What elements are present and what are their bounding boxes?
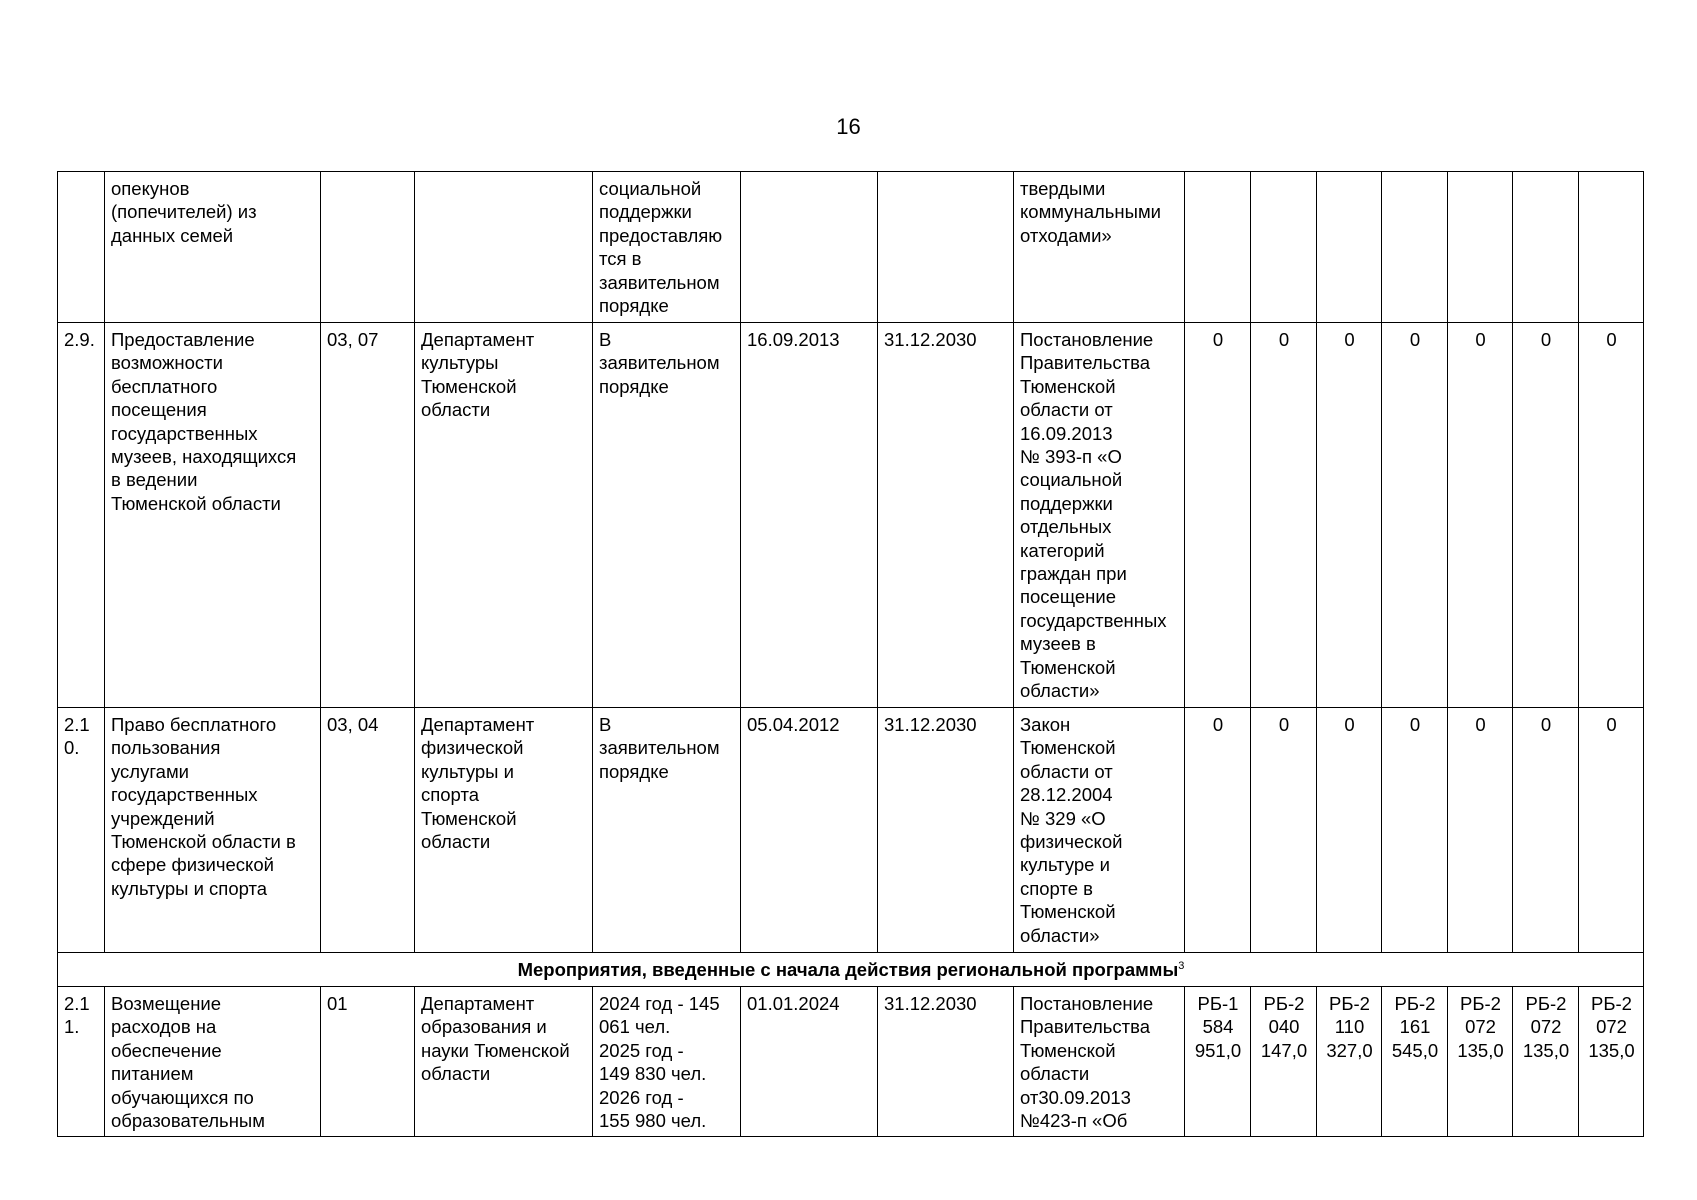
legal-basis: Постановление Правительства Тюменской области от30.09.2013 №423-п «Об <box>1014 987 1185 1137</box>
value-cell <box>1448 172 1513 323</box>
value-cell: 0 <box>1317 708 1382 953</box>
category-code: 03, 07 <box>321 323 415 708</box>
value-cell: 0 <box>1513 323 1579 708</box>
category-code <box>321 172 415 323</box>
value-cell: 0 <box>1513 708 1579 953</box>
section-header-text: Мероприятия, введенные с начала действия региональной программы <box>517 959 1179 980</box>
table-row <box>58 172 1644 323</box>
value-cell: 0 <box>1579 708 1644 953</box>
provision-condition: социальной поддержки предоставляю тся в заявительном порядке <box>593 172 741 323</box>
value-cell <box>1513 172 1579 323</box>
row-number <box>58 172 105 323</box>
row-number: 2.1 0. <box>58 708 105 953</box>
start-date: 05.04.2012 <box>741 708 878 953</box>
legal-basis: твердыми коммунальными отходами» <box>1014 172 1185 323</box>
value-cell: 0 <box>1382 323 1448 708</box>
section-header-row <box>58 953 1644 987</box>
measure-name: Право бесплатного пользования услугами государственных учреждений Тюменской области в сфере физической культуры и спорта <box>105 708 321 953</box>
row-number: 2.9. <box>58 323 105 708</box>
end-date: 31.12.2030 <box>878 323 1014 708</box>
end-date: 31.12.2030 <box>878 987 1014 1137</box>
table-row <box>58 323 1644 708</box>
value-cell: 0 <box>1448 323 1513 708</box>
start-date: 01.01.2024 <box>741 987 878 1137</box>
start-date: 16.09.2013 <box>741 323 878 708</box>
provision-condition: В заявительном порядке <box>593 323 741 708</box>
row-number: 2.1 1. <box>58 987 105 1137</box>
value-cell: РБ-2 072 135,0 <box>1513 987 1579 1137</box>
value-cell <box>1579 172 1644 323</box>
table-row <box>58 708 1644 953</box>
value-cell: 0 <box>1382 708 1448 953</box>
value-cell: РБ-2 072 135,0 <box>1579 987 1644 1137</box>
value-cell: 0 <box>1448 708 1513 953</box>
measure-name: опекунов (попечителей) из данных семей <box>105 172 321 323</box>
benefits-table <box>57 171 1644 1137</box>
value-cell: 0 <box>1185 708 1251 953</box>
value-cell: РБ-1 584 951,0 <box>1185 987 1251 1137</box>
value-cell <box>1251 172 1317 323</box>
value-cell: РБ-2 040 147,0 <box>1251 987 1317 1137</box>
legal-basis: Закон Тюменской области от 28.12.2004 № 329 «О физической культуре и спорте в Тюменской области» <box>1014 708 1185 953</box>
value-cell: 0 <box>1317 323 1382 708</box>
page-number: 16 <box>836 114 861 139</box>
category-code: 01 <box>321 987 415 1137</box>
value-cell: РБ-2 161 545,0 <box>1382 987 1448 1137</box>
value-cell <box>1382 172 1448 323</box>
value-cell <box>1317 172 1382 323</box>
start-date <box>741 172 878 323</box>
value-cell: 0 <box>1579 323 1644 708</box>
value-cell: РБ-2 072 135,0 <box>1448 987 1513 1137</box>
value-cell: 0 <box>1251 708 1317 953</box>
measure-name: Возмещение расходов на обеспечение питанием обучающихся по образовательным <box>105 987 321 1137</box>
category-code: 03, 04 <box>321 708 415 953</box>
value-cell: РБ-2 110 327,0 <box>1317 987 1382 1137</box>
provision-condition: В заявительном порядке <box>593 708 741 953</box>
responsible-executor: Департамент культуры Тюменской области <box>415 323 593 708</box>
value-cell: 0 <box>1251 323 1317 708</box>
provision-condition: 2024 год - 145 061 чел. 2025 год - 149 830 чел. 2026 год - 155 980 чел. <box>593 987 741 1137</box>
measure-name: Предоставление возможности бесплатного посещения государственных музеев, находящихся в ведении Тюменской области <box>105 323 321 708</box>
value-cell: 0 <box>1185 323 1251 708</box>
end-date <box>878 172 1014 323</box>
responsible-executor <box>415 172 593 323</box>
legal-basis: Постановление Правительства Тюменской области от 16.09.2013 № 393-п «О социальной поддержки отдельных категорий граждан при посещение государственных музеев в Тюменской области» <box>1014 323 1185 708</box>
footnote-mark: 3 <box>1178 959 1185 972</box>
table-row <box>58 987 1644 1137</box>
responsible-executor: Департамент физической культуры и спорта Тюменской области <box>415 708 593 953</box>
section-header <box>58 953 1644 987</box>
value-cell <box>1185 172 1251 323</box>
end-date: 31.12.2030 <box>878 708 1014 953</box>
responsible-executor: Департамент образования и науки Тюменской области <box>415 987 593 1137</box>
